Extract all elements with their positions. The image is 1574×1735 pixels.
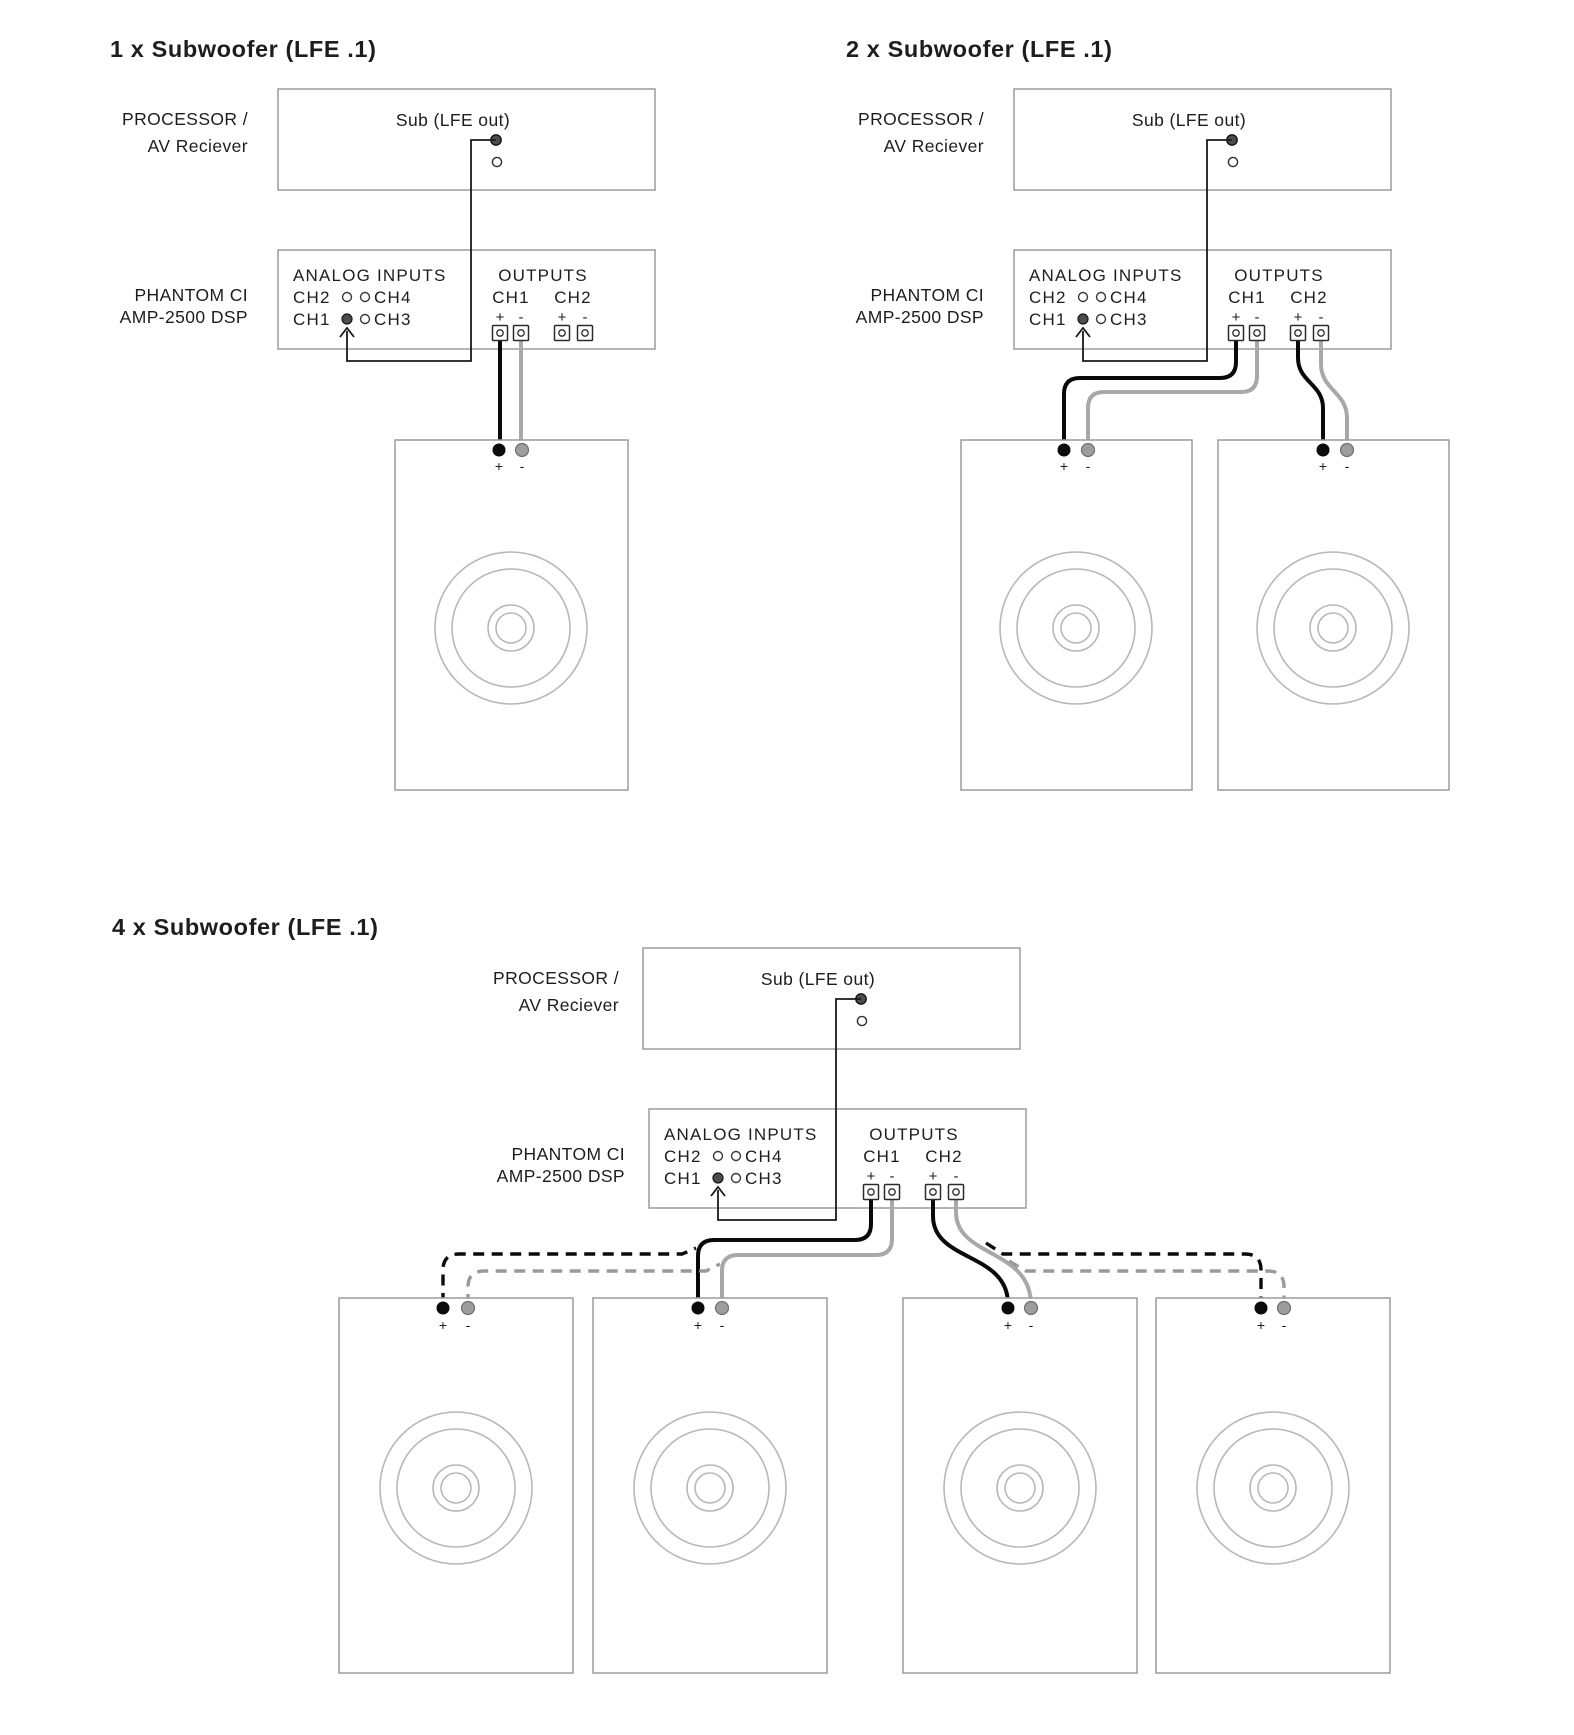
output-ch2-minus-label: - — [953, 1168, 959, 1185]
wire-ch1-negative — [1088, 341, 1257, 446]
speaker-positive-terminal — [1317, 444, 1330, 457]
speaker-minus-label: - — [1085, 458, 1091, 474]
processor-box — [1014, 89, 1391, 190]
input-connector-ch1-active — [713, 1173, 723, 1183]
speaker-positive-terminal — [1058, 444, 1071, 457]
processor-label-line2: AV Reciever — [518, 995, 619, 1015]
diagram-title: 1 x Subwoofer (LFE .1) — [110, 36, 377, 62]
subwoofer-cabinet-4 — [1156, 1298, 1390, 1673]
output-terminal-ch2-positive — [555, 326, 570, 341]
output-terminal-ch2-positive — [1291, 326, 1306, 341]
speaker-minus-label: - — [719, 1317, 725, 1333]
sub-lfe-out-label: Sub (LFE out) — [760, 969, 876, 989]
input-ch3-label: CH3 — [374, 310, 412, 329]
analog-inputs-title: ANALOG INPUTS — [664, 1125, 818, 1144]
input-ch3-label: CH3 — [1110, 310, 1148, 329]
subwoofer-cabinet-3 — [903, 1298, 1137, 1673]
speaker-plus-label: + — [693, 1317, 703, 1333]
output-terminal-ch1-negative — [885, 1185, 900, 1200]
speaker-positive-terminal — [1255, 1302, 1268, 1315]
lfe-spare-connector — [492, 157, 501, 166]
amplifier-box — [649, 1109, 1026, 1208]
subwoofer-box — [395, 440, 628, 790]
diagram-2x-subwoofer — [846, 36, 1449, 790]
speaker-negative-terminal — [516, 444, 529, 457]
input-ch1-label: CH1 — [664, 1169, 702, 1188]
processor-unit — [858, 89, 1391, 190]
output-terminal-ch1-positive — [1229, 326, 1244, 341]
outputs-title: OUTPUTS — [869, 1125, 959, 1144]
input-connector-ch3 — [361, 315, 370, 324]
subwoofer-cabinet-1 — [339, 1298, 573, 1673]
input-ch2-label: CH2 — [1029, 288, 1067, 307]
processor-unit — [122, 89, 655, 190]
output-terminal-ch2-negative — [578, 326, 593, 341]
input-ch1-label: CH1 — [1029, 310, 1067, 329]
diagram-title: 2 x Subwoofer (LFE .1) — [846, 36, 1113, 62]
speaker-negative-terminal — [1082, 444, 1095, 457]
speaker-plus-label: + — [438, 1317, 448, 1333]
processor-label-line2: AV Reciever — [883, 136, 984, 156]
amplifier-label-line2: AMP-2500 DSP — [496, 1166, 625, 1186]
wire-ch1-negative — [722, 1200, 892, 1305]
input-ch1-label: CH1 — [293, 310, 331, 329]
output-terminal-ch1-positive — [493, 326, 508, 341]
output-ch2-label: CH2 — [1290, 288, 1328, 307]
subwoofer-box — [339, 1298, 573, 1673]
input-connector-ch3 — [1097, 315, 1106, 324]
analog-inputs-title: ANALOG INPUTS — [293, 266, 447, 285]
output-ch1-minus-label: - — [518, 309, 524, 326]
processor-box — [643, 948, 1020, 1049]
subwoofer-box — [961, 440, 1192, 790]
input-connector-ch4 — [361, 293, 370, 302]
speaker-minus-label: - — [465, 1317, 471, 1333]
output-terminal-ch2-negative — [949, 1185, 964, 1200]
speaker-minus-label: - — [1344, 458, 1350, 474]
output-ch1-label: CH1 — [1228, 288, 1266, 307]
speaker-negative-terminal — [1278, 1302, 1291, 1315]
speaker-negative-terminal — [462, 1302, 475, 1315]
input-connector-ch2 — [714, 1152, 723, 1161]
speaker-plus-label: + — [1059, 458, 1069, 474]
output-ch2-minus-label: - — [1318, 309, 1324, 326]
input-ch4-label: CH4 — [1110, 288, 1148, 307]
input-ch2-label: CH2 — [293, 288, 331, 307]
speaker-minus-label: - — [519, 458, 525, 474]
speaker-plus-label: + — [1318, 458, 1328, 474]
daisy-chain-wires — [443, 1243, 1284, 1305]
amplifier-label-line1: PHANTOM CI — [134, 285, 248, 305]
processor-label-line1: PROCESSOR / — [122, 109, 248, 129]
diagram-4x-subwoofer — [112, 914, 1390, 1673]
subwoofer-box — [1156, 1298, 1390, 1673]
output-ch1-label: CH1 — [863, 1147, 901, 1166]
speaker-positive-terminal — [493, 444, 506, 457]
processor-unit — [493, 948, 1020, 1049]
processor-label-line1: PROCESSOR / — [493, 968, 619, 988]
output-ch2-label: CH2 — [554, 288, 592, 307]
input-connector-ch4 — [732, 1152, 741, 1161]
output-ch2-plus-label: + — [928, 1168, 938, 1185]
sub-lfe-out-label: Sub (LFE out) — [1131, 110, 1247, 130]
processor-label-line1: PROCESSOR / — [858, 109, 984, 129]
input-connector-ch1-active — [342, 314, 352, 324]
speaker-positive-terminal — [1002, 1302, 1015, 1315]
input-ch4-label: CH4 — [745, 1147, 783, 1166]
output-terminal-ch2-positive — [926, 1185, 941, 1200]
outputs-title: OUTPUTS — [498, 266, 588, 285]
diagram-title: 4 x Subwoofer (LFE .1) — [112, 914, 379, 940]
speaker-negative-terminal — [1025, 1302, 1038, 1315]
input-ch4-label: CH4 — [374, 288, 412, 307]
daisy-wire-right-positive — [986, 1243, 1261, 1304]
output-ch1-minus-label: - — [889, 1168, 895, 1185]
speaker-plus-label: + — [494, 458, 504, 474]
output-terminal-ch1-negative — [514, 326, 529, 341]
wire-ch2-negative — [956, 1200, 1031, 1305]
analog-inputs-title: ANALOG INPUTS — [1029, 266, 1183, 285]
speaker-plus-label: + — [1256, 1317, 1266, 1333]
lfe-spare-connector — [857, 1016, 866, 1025]
output-ch2-label: CH2 — [925, 1147, 963, 1166]
outputs-title: OUTPUTS — [1234, 266, 1324, 285]
sub-lfe-out-label: Sub (LFE out) — [395, 110, 511, 130]
processor-label-line2: AV Reciever — [147, 136, 248, 156]
wire-ch2-positive — [933, 1200, 1008, 1304]
input-connector-ch2 — [1079, 293, 1088, 302]
subwoofer-cabinet-2 — [1218, 440, 1449, 790]
input-ch2-label: CH2 — [664, 1147, 702, 1166]
input-connector-ch1-active — [1078, 314, 1088, 324]
amplifier-label-line2: AMP-2500 DSP — [119, 307, 248, 327]
diagram-1x-subwoofer — [110, 36, 655, 790]
speaker-minus-label: - — [1028, 1317, 1034, 1333]
subwoofer-box — [903, 1298, 1137, 1673]
amplifier-box — [278, 250, 655, 349]
amplifier-label-line2: AMP-2500 DSP — [855, 307, 984, 327]
daisy-wire-left-positive — [443, 1248, 696, 1304]
input-ch3-label: CH3 — [745, 1169, 783, 1188]
output-terminal-ch1-positive — [864, 1185, 879, 1200]
subwoofer-box — [593, 1298, 827, 1673]
processor-box — [278, 89, 655, 190]
amplifier-box — [1014, 250, 1391, 349]
speaker-positive-terminal — [692, 1302, 705, 1315]
input-connector-ch3 — [732, 1174, 741, 1183]
subwoofer-cabinet-1 — [395, 440, 628, 790]
output-ch2-plus-label: + — [557, 309, 567, 326]
subwoofer-box — [1218, 440, 1449, 790]
speaker-minus-label: - — [1281, 1317, 1287, 1333]
output-ch1-label: CH1 — [492, 288, 530, 307]
speaker-positive-terminal — [437, 1302, 450, 1315]
output-ch1-plus-label: + — [866, 1168, 876, 1185]
input-connector-ch2 — [343, 293, 352, 302]
output-ch2-minus-label: - — [582, 309, 588, 326]
output-ch1-plus-label: + — [495, 309, 505, 326]
speaker-negative-terminal — [1341, 444, 1354, 457]
amplifier-label-line1: PHANTOM CI — [511, 1144, 625, 1164]
lfe-spare-connector — [1228, 157, 1237, 166]
output-terminal-ch2-negative — [1314, 326, 1329, 341]
subwoofer-cabinet-2 — [593, 1298, 827, 1673]
input-connector-ch4 — [1097, 293, 1106, 302]
amplifier-label-line1: PHANTOM CI — [870, 285, 984, 305]
output-ch1-minus-label: - — [1254, 309, 1260, 326]
output-ch1-plus-label: + — [1231, 309, 1241, 326]
speaker-negative-terminal — [716, 1302, 729, 1315]
output-terminal-ch1-negative — [1250, 326, 1265, 341]
speaker-plus-label: + — [1003, 1317, 1013, 1333]
output-ch2-plus-label: + — [1293, 309, 1303, 326]
subwoofer-cabinet-1 — [961, 440, 1192, 790]
